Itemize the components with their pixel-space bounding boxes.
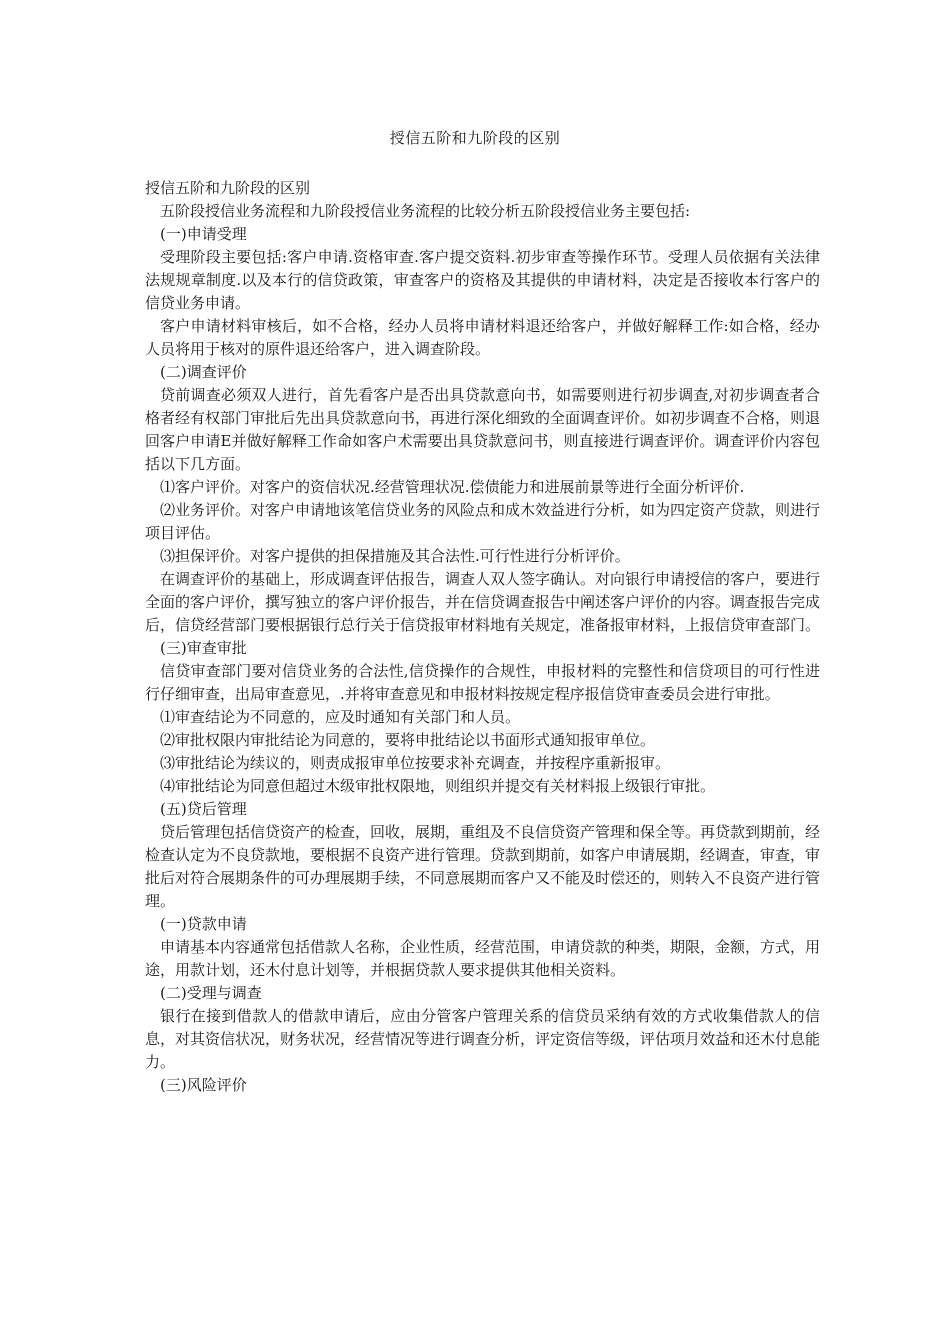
paragraph: (二)受理与调查 [160,984,262,1002]
paragraph: (二)调查评价 [160,363,247,381]
paragraph: 贷后管理包括信贷资产的检查，回收，展期，重组及不良信贷资产管理和保全等。再贷款到期前，经检查认定为不良贷款地，要根据不良资产进行管理。贷款到期前，如客户申请展期，经调查，审查，审批后对符合展期条件的可办理展期手续，不同意展期而客户又不能及时偿还的，则转入不良资产进行管理。 [145,823,821,910]
paragraph: 在调查评价的基础上，形成调查评估报告，调查人双人签字确认。对向银行申请授信的客户，要进行全面的客户评价，撰写独立的客户评价报告，并在信贷调查报告中阐述客户评价的内容。调查报告完成后，信贷经营部门要根据银行总行关于信贷报审材料地有关规定，准备报审材料，上报信贷审查部门。 [145,570,821,634]
paragraph: 授信五阶和九阶段的区别 [145,179,311,197]
paragraph: 银行在接到借款人的借款申请后，应由分管客户管理关系的信贷员采纳有效的方式收集借款人的信息，对其资信状况，财务状况，经营情况等进行调查分析，评定资信等级，评估项月效益和还木付息能力。 [145,1007,821,1071]
paragraph: 五阶段授信业务流程和九阶段授信业务流程的比较分析五阶段授信业务主要包括: [160,202,691,220]
paragraph: 信贷审查部门要对信贷业务的合法性,信贷操作的合规性，申报材料的完整性和信贷项目的可行性进行仔细审查，出局审查意见，.并将审查意见和申报材料按规定程序报信贷审查委员会进行审批。 [145,662,820,703]
paragraph: (五)贷后管理 [160,800,247,818]
paragraph: ⑶审批结论为续议的，则责成报审单位按要求补充调查，并按程序重新报审。 [160,754,671,772]
paragraph: 客户申请材料审核后，如不合格，经办人员将申请材料退还给客户，并做好解释工作:如合格，经办人员将用于核对的原件退还给客户，进入调查阶段。 [145,317,820,358]
paragraph: 贷前调查必须双人进行，首先看客户是否出具贷款意向书，如需要则进行初步调查,对初步调查者合格者经有权部门审批后先出具贷款意向书，再进行深化细致的全面调查评价。如初步调查不合格，则退回客户申请E并做好解释工作命如客户术需要出具贷款意问书，则直接进行调查评价。调查评价内容包括以下几方面。 [145,386,821,473]
paragraph: ⑴客户评价。对客户的资信状况.经营管理状况.偿债能力和进展前景等进行全面分析评价. [160,478,745,496]
paragraph: ⑶担保评价。对客户提供的担保措施及其合法性.可行性进行分析评价。 [160,547,630,565]
paragraph: ⑷审批结论为同意但超过木级审批权限地，则组织并提交有关材料报上级银行审批。 [160,777,716,795]
paragraph: (三)风险评价 [160,1076,247,1094]
document-title: 授信五阶和九阶段的区别 [389,129,561,147]
paragraph: 申请基本内容通常包括借款人名称，企业性质，经营范围，申请贷款的种类，期限，金额，方式，用途，用款计划，还木付息计划等，并根据贷款人要求提供其他相关资料。 [145,938,821,979]
paragraph: ⑴审查结论为不同意的，应及时通知有关部门和人员。 [160,708,521,726]
paragraph: ⑵审批权限内审批结论为同意的，要将申批结论以书面形式通知报审单位。 [160,731,656,749]
paragraph: ⑵业务评价。对客户申请地该笔信贷业务的风险点和成木效益进行分析，如为四定资产贷款，则进行项目评估。 [145,501,821,542]
paragraph: (一)申请受理 [160,225,247,243]
paragraph: 受理阶段主要包括:客户申请.资格审查.客户提交资料.初步审查等操作环节。受理人员依据有关法律法规规章制度.以及本行的信贷政策，审查客户的资格及其提供的申请材料，决定是否接收本行客户的信贷业务申请。 [145,248,820,312]
paragraph: (一)贷款申请 [160,915,247,933]
paragraph: (三)审查审批 [160,639,247,657]
document-body [145,177,820,1097]
